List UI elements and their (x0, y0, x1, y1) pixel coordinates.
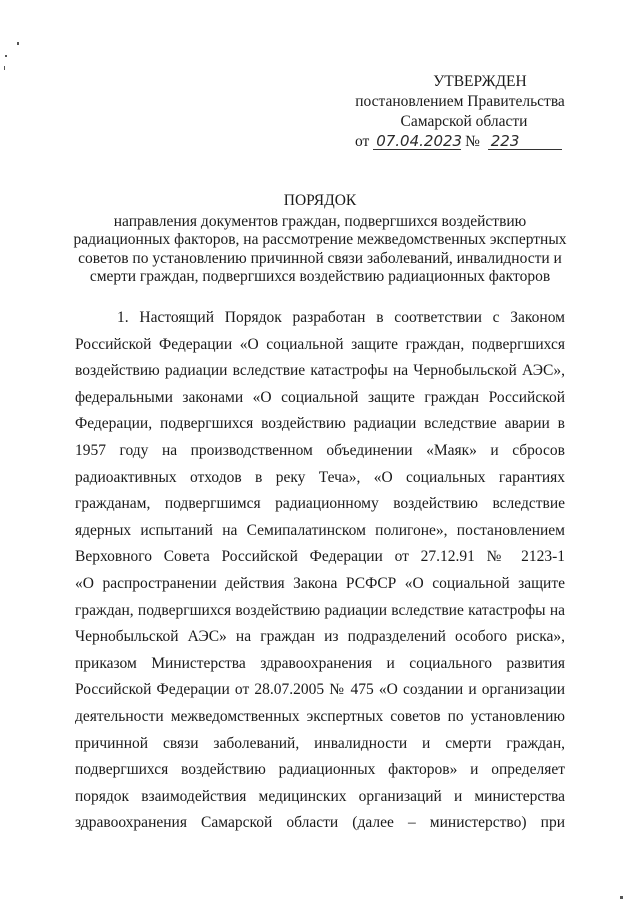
body-line: Верховного Совета Российской Федерации от 27.12.91 № 2123-1 (75, 548, 565, 566)
scan-speck (4, 66, 5, 70)
body-line: граждан, подвергшихся воздействию радиации вследствие катастрофы на (75, 601, 565, 619)
body-line: радиоактивных отходов в реку Теча», «О социальных гарантиях (75, 468, 565, 486)
date-prefix-label: от (355, 133, 370, 150)
title-subline: советов по установлению причинной связи заболеваний, инвалидности и (78, 249, 562, 267)
number-label: № (465, 133, 480, 150)
body-line: Федерации, подвергшихся воздействию радиации вследствие аварии в (75, 415, 565, 433)
body-line: ядерных испытаний на Семипалатинском полигоне», постановлением (75, 521, 565, 539)
approval-heading: УТВЕРЖДЕН (433, 73, 527, 90)
body-line: приказом Министерства здравоохранения и социального развития (75, 654, 565, 672)
body-line: 1957 году на производственном объединении «Маяк» и сбросов (75, 441, 565, 459)
body-line: порядок взаимодействия медицинских организаций и министерства (75, 787, 565, 805)
scan-speck (5, 55, 7, 57)
title-subline: смерти граждан, подвергшихся воздействию радиационных факторов (89, 268, 551, 285)
handwritten-number: 223 (488, 133, 562, 150)
body-line: «О распространении действия Закона РСФСР «О социальной защите (75, 574, 565, 592)
scan-speck (620, 896, 623, 899)
body-line: 1. Настоящий Порядок разработан в соответствии с Законом (117, 309, 565, 326)
title-subline: направления документов граждан, подвергшихся воздействию (113, 212, 527, 230)
body-line: причинной связи заболеваний, инвалидности и смерти граждан, (75, 734, 565, 752)
body-line: гражданам, подвергшимся радиационному воздействию вследствие (75, 495, 565, 513)
scan-speck (17, 42, 19, 45)
body-line: здравоохранения Самарской области (далее – министерство) при (75, 814, 565, 832)
title-heading: ПОРЯДОК (283, 192, 357, 209)
handwritten-date: 07.04.2023 (373, 133, 461, 150)
approval-region: Самарской области (400, 113, 528, 130)
document-title (70, 192, 570, 287)
body-line: деятельности межведомственных экспертных советов по установлению (75, 707, 565, 725)
body-paragraph (75, 305, 565, 837)
approval-block (330, 72, 590, 152)
body-line: подвергшихся воздействию радиационных факторов» и определяет (75, 761, 565, 779)
body-line: Чернобыльской АЭС» на граждан из подразделений особого риска», (75, 628, 565, 646)
body-line: Российской Федерации «О социальной защите граждан, подвергшихся (75, 335, 565, 353)
title-subline: радиационных факторов, на рассмотрение межведомственных экспертных (73, 231, 567, 248)
body-line: Российской Федерации от 28.07.2005 № 475 «О создании и организации (75, 681, 565, 699)
body-line: федеральными законами «О социальной защите граждан Российской (75, 388, 565, 406)
approval-date-number-row (330, 132, 590, 152)
approval-authority: постановлением Правительства (355, 93, 565, 110)
body-line: воздействию радиации вследствие катастрофы на Чернобыльской АЭС», (75, 362, 565, 380)
